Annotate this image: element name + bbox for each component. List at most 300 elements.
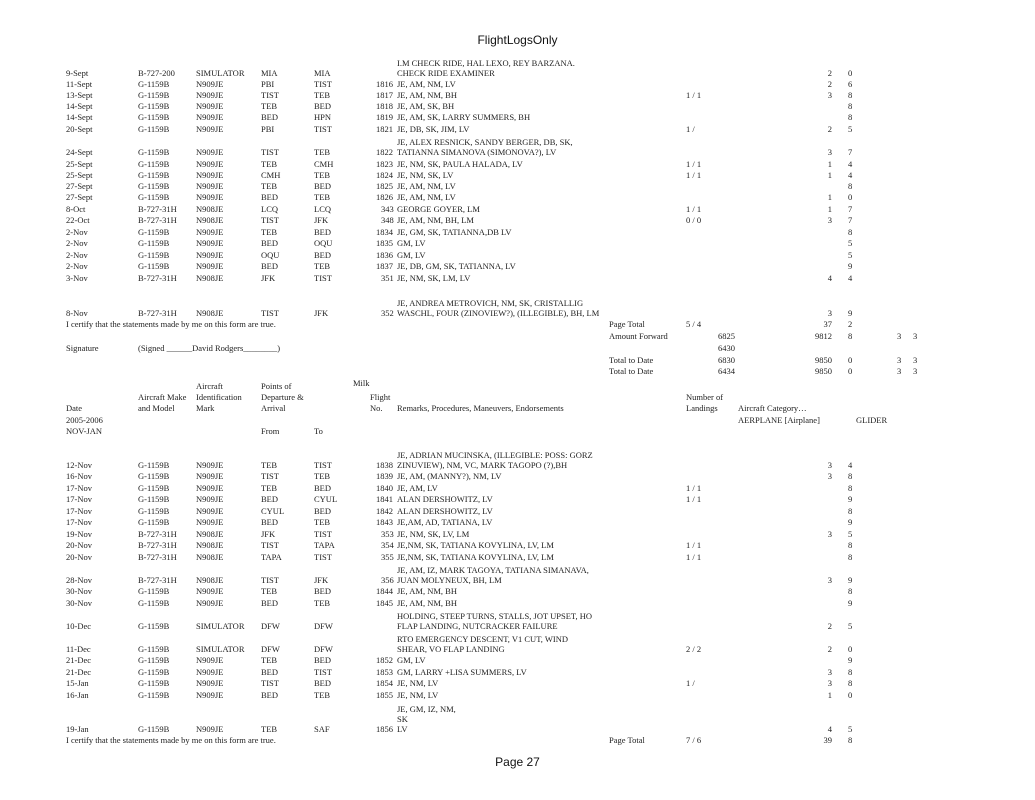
header-departure: Departure & xyxy=(261,392,304,402)
log-row-model: G-1159B xyxy=(138,181,170,191)
log-row-2-flight-no: 1852 xyxy=(376,655,393,665)
log-row-flight-no: 1822 xyxy=(376,147,393,157)
log-row-2-ident: N909JE xyxy=(196,667,224,677)
log-row-2-remarks-line: RTO EMERGENCY DESCENT, V1 CUT, WIND xyxy=(397,634,568,644)
log-row-ident: N909JE xyxy=(196,159,224,169)
log-row-category-a: 2 xyxy=(827,79,832,89)
log-row-flight-no: 348 xyxy=(381,215,394,225)
log-row-from: MIA xyxy=(261,68,278,78)
log-row-to: CMH xyxy=(314,159,334,169)
header-aircraft-make: Aircraft Make xyxy=(138,392,187,402)
log-row-to: BED xyxy=(314,250,331,260)
signature-label: Signature xyxy=(66,343,99,353)
log-row-2-landings: 2 / 2 xyxy=(686,644,702,654)
log-row-to: TIST xyxy=(314,273,332,283)
log-row-model: G-1159B xyxy=(138,147,170,157)
log-row-landings: 1 / 1 xyxy=(686,90,702,100)
log-row-category-b: 8 xyxy=(848,90,853,100)
log-row-2-date: 15-Jan xyxy=(66,678,89,688)
log-row-category-b: 8 xyxy=(848,181,853,191)
page-header: FlightLogsOnly xyxy=(477,33,558,47)
log-row-2-model: G-1159B xyxy=(138,460,170,470)
log-row-from: TEB xyxy=(261,181,278,191)
log-row-landings: 1 / 1 xyxy=(686,204,702,214)
log-row-2-category-a: 4 xyxy=(827,724,832,734)
log-row-2-model: G-1159B xyxy=(138,471,170,481)
log-row-ident: N909JE xyxy=(196,101,224,111)
log-row-2-model: G-1159B xyxy=(138,690,170,700)
log-row-2-remarks-line: SK xyxy=(397,714,408,724)
log-row-category-a: 1 xyxy=(827,170,832,180)
log-row-2-flight-no: 1845 xyxy=(376,598,393,608)
log-row-remarks: JE, AM, NM, BH, LM xyxy=(397,215,474,225)
log-row-remarks-line: I.M CHECK RIDE, HAL LEXO, REY BARZANA. xyxy=(397,58,575,68)
log-row-2-date: 19-Jan xyxy=(66,724,89,734)
log-row-2-model: G-1159B xyxy=(138,644,170,654)
log-row-2-category-b: 8 xyxy=(848,586,853,596)
log-row-remarks-line: JE, ALEX RESNICK, SANDY BERGER, DB, SK, xyxy=(397,137,573,147)
log-row-2-from: CYUL xyxy=(261,506,285,516)
log-row-2-from: TIST xyxy=(261,540,279,550)
log-row-category-a: 3 xyxy=(827,147,832,157)
log-row-category-b: 8 xyxy=(848,101,853,111)
log-row-flight-no: 1837 xyxy=(376,261,393,271)
log-row-2-date: 20-Nov xyxy=(66,540,92,550)
log-row-2-date: 11-Dec xyxy=(66,644,91,654)
log-row-2-to: TIST xyxy=(314,552,332,562)
log-row-date: 3-Nov xyxy=(66,273,88,283)
log-row-remarks: JE, DB, SK, JIM, LV xyxy=(397,124,470,134)
log-row-ident: N908JE xyxy=(196,273,224,283)
header-period: NOV-JAN xyxy=(66,426,103,436)
log-row-from: JFK xyxy=(261,273,276,283)
log-row-to: JFK xyxy=(314,308,329,318)
log-row-2-ident: N909JE xyxy=(196,506,224,516)
log-row-2-ident: N908JE xyxy=(196,540,224,550)
log-row-2-ident: N909JE xyxy=(196,586,224,596)
log-row-2-from: TAPA xyxy=(261,552,282,562)
log-row-flight-no: 351 xyxy=(381,273,394,283)
log-row-2-ident: N909JE xyxy=(196,724,224,734)
log-row-category-b: 9 xyxy=(848,261,853,271)
log-row-2-remarks-line: JE, ADRIAN MUCINSKA, (ILLEGIBLE: POSS: GORZ xyxy=(397,450,593,460)
log-row-2-category-b: 8 xyxy=(848,471,853,481)
log-row-2-category-b: 8 xyxy=(848,483,853,493)
log-row-2-to: CYUL xyxy=(314,494,338,504)
log-row-remarks: CHECK RIDE EXAMINER xyxy=(397,68,495,78)
log-row-date: 14-Sept xyxy=(66,101,93,111)
log-row-2-to: TEB xyxy=(314,598,331,608)
log-row-2-category-a: 2 xyxy=(827,644,832,654)
log-row-2-category-b: 9 xyxy=(848,655,853,665)
log-row-2-ident: N909JE xyxy=(196,598,224,608)
totals-col-e: 3 xyxy=(913,331,918,341)
log-row-2-from: TEB xyxy=(261,655,278,665)
log-row-flight-no: 1824 xyxy=(376,170,393,180)
log-row-from: TEB xyxy=(261,101,278,111)
log-row-from: OQU xyxy=(261,250,280,260)
log-row-model: B-727-31H xyxy=(138,308,177,318)
log-row-model: B-727-31H xyxy=(138,273,177,283)
log-row-2-flight-no: 1843 xyxy=(376,517,393,527)
log-row-2-category-a: 3 xyxy=(827,460,832,470)
log-row-2-from: BED xyxy=(261,517,278,527)
log-row-remarks: JE, GM, SK, TATIANNA,DB LV xyxy=(397,227,512,237)
log-row-2-remarks: ALAN DERSHOWITZ, LV xyxy=(397,506,493,516)
log-row-2-category-b: 0 xyxy=(848,690,853,700)
header-flight: Flight xyxy=(370,392,391,402)
header-identification: Identification xyxy=(196,392,242,402)
log-row-model: B-727-200 xyxy=(138,68,175,78)
log-row-flight-no: 1818 xyxy=(376,101,393,111)
log-row-category-b: 0 xyxy=(848,68,853,78)
log-row-ident: N909JE xyxy=(196,238,224,248)
log-row-2-from: TIST xyxy=(261,678,279,688)
log-row-date: 22-Oct xyxy=(66,215,90,225)
log-row-2-remarks: JE, AM, NM, BH xyxy=(397,598,457,608)
log-row-category-b: 8 xyxy=(848,112,853,122)
log-row-2-remarks: GM, LARRY +LISA SUMMERS, LV xyxy=(397,667,527,677)
header-mark: Mark xyxy=(196,403,215,413)
log-row-ident: N909JE xyxy=(196,192,224,202)
log-row-landings: 1 / 1 xyxy=(686,159,702,169)
totals-col-d: 3 xyxy=(897,355,902,365)
log-row-flight-no: 1825 xyxy=(376,181,393,191)
log-row-2-from: BED xyxy=(261,494,278,504)
log-row-to: TEB xyxy=(314,90,331,100)
log-row-date: 8-Nov xyxy=(66,308,88,318)
log-row-2-flight-no: 1856 xyxy=(376,724,393,734)
log-row-2-from: BED xyxy=(261,667,278,677)
log-row-ident: N909JE xyxy=(196,227,224,237)
log-row-2-from: TIST xyxy=(261,575,279,585)
log-row-from: TIST xyxy=(261,308,279,318)
log-row-date: 13-Sept xyxy=(66,90,93,100)
log-row-from: BED xyxy=(261,238,278,248)
totals-col-d: 3 xyxy=(897,331,902,341)
log-row-2-from: BED xyxy=(261,690,278,700)
log-row-to: LCQ xyxy=(314,204,331,214)
page-footer: Page 27 xyxy=(495,755,540,769)
log-row-2-date: 17-Nov xyxy=(66,506,92,516)
log-row-2-category-a: 2 xyxy=(827,621,832,631)
log-row-model: B-727-31H xyxy=(138,204,177,214)
log-row-2-ident: N909JE xyxy=(196,517,224,527)
log-row-category-b: 5 xyxy=(848,124,853,134)
header-landings: Landings xyxy=(686,403,718,413)
log-row-2-remarks: ALAN DERSHOWITZ, LV xyxy=(397,494,493,504)
log-row-category-a: 2 xyxy=(827,68,832,78)
totals-col-c: 0 xyxy=(848,355,853,365)
log-row-flight-no: 352 xyxy=(381,308,394,318)
log-row-2-model: G-1159B xyxy=(138,621,170,631)
header-to: To xyxy=(314,426,323,436)
log-row-category-a: 3 xyxy=(827,308,832,318)
header-date: Date xyxy=(66,403,83,413)
log-row-from: TIST xyxy=(261,90,279,100)
log-row-2-to: TEB xyxy=(314,517,331,527)
log-row-2-date: 20-Nov xyxy=(66,552,92,562)
log-row-2-flight-no: 354 xyxy=(381,540,394,550)
log-row-2-remarks-line: JE, GM, IZ, NM, xyxy=(397,704,456,714)
log-row-ident: SIMULATOR xyxy=(196,68,245,78)
log-row-flight-no: 1835 xyxy=(376,238,393,248)
log-row-date: 25-Sept xyxy=(66,159,93,169)
log-row-2-remarks: ZINUVIEW), NM, VC, MARK TAGOPO (?),BH xyxy=(397,460,568,470)
log-row-2-to: TEB xyxy=(314,690,331,700)
log-row-remarks: JE, AM, NM, LV xyxy=(397,181,456,191)
log-row-flight-no: 1819 xyxy=(376,112,393,122)
log-row-2-landings: 1 / 1 xyxy=(686,540,702,550)
log-row-2-to: BED xyxy=(314,506,331,516)
log-row-category-b: 6 xyxy=(848,79,853,89)
log-row-model: G-1159B xyxy=(138,170,170,180)
totals-col-a: 6430 xyxy=(718,343,735,353)
log-row-remarks: JE, NM, SK, LM, LV xyxy=(397,273,471,283)
log-row-flight-no: 1823 xyxy=(376,159,393,169)
log-row-model: G-1159B xyxy=(138,227,170,237)
log-row-2-model: G-1159B xyxy=(138,724,170,734)
log-row-2-date: 10-Dec xyxy=(66,621,92,631)
log-row-category-b: 7 xyxy=(848,215,853,225)
log-row-2-category-b: 5 xyxy=(848,621,853,631)
log-row-2-remarks: JE, AM, (MANNY?), NM, LV xyxy=(397,471,502,481)
log-row-remarks: JE, NM, SK, LV xyxy=(397,170,454,180)
log-row-2-date: 28-Nov xyxy=(66,575,92,585)
log-row-category-b: 4 xyxy=(848,273,853,283)
signature-value: (Signed ______David Rodgers________) xyxy=(138,343,281,353)
log-row-model: G-1159B xyxy=(138,192,170,202)
log-row-flight-no: 1817 xyxy=(376,90,393,100)
totals-col-a: 6830 xyxy=(718,355,735,365)
log-row-ident: N909JE xyxy=(196,90,224,100)
log-row-2-landings: 1 / xyxy=(686,678,695,688)
log-row-model: G-1159B xyxy=(138,90,170,100)
log-row-2-model: G-1159B xyxy=(138,483,170,493)
log-row-2-flight-no: 355 xyxy=(381,552,394,562)
log-row-2-category-b: 8 xyxy=(848,552,853,562)
log-row-ident: N908JE xyxy=(196,204,224,214)
log-row-remarks: JE, AM, SK, BH xyxy=(397,101,455,111)
log-row-to: HPN xyxy=(314,112,332,122)
totals-col-a: 6825 xyxy=(718,331,735,341)
log-row-remarks: TATIANNA SIMANOVA (SIMONOVA?), LV xyxy=(397,147,557,157)
log-row-from: BED xyxy=(261,112,278,122)
log-row-2-model: G-1159B xyxy=(138,494,170,504)
log-row-ident: N908JE xyxy=(196,215,224,225)
log-row-date: 25-Sept xyxy=(66,170,93,180)
log-row-2-from: TEB xyxy=(261,460,278,470)
log-row-2-category-b: 9 xyxy=(848,494,853,504)
log-row-2-remarks: JE, NM, LV xyxy=(397,690,439,700)
log-row-2-model: G-1159B xyxy=(138,517,170,527)
log-row-2-from: DFW xyxy=(261,644,280,654)
log-row-category-b: 8 xyxy=(848,227,853,237)
log-row-category-b: 4 xyxy=(848,159,853,169)
totals-col-b: 9812 xyxy=(815,331,832,341)
page-total-2-col-b: 8 xyxy=(848,735,853,745)
log-row-ident: N909JE xyxy=(196,261,224,271)
log-row-from: PBI xyxy=(261,79,275,89)
log-row-model: G-1159B xyxy=(138,250,170,260)
log-row-2-category-a: 3 xyxy=(827,471,832,481)
header-remarks: Remarks, Procedures, Maneuvers, Endorsements xyxy=(397,403,564,413)
log-row-2-ident: N909JE xyxy=(196,494,224,504)
log-row-remarks: GM, LV xyxy=(397,238,426,248)
log-row-category-b: 7 xyxy=(848,147,853,157)
log-row-ident: N909JE xyxy=(196,147,224,157)
totals-col-a: 6434 xyxy=(718,366,735,376)
log-row-remarks: JE, AM, NM, LV xyxy=(397,192,456,202)
log-row-category-b: 5 xyxy=(848,238,853,248)
log-row-2-ident: N909JE xyxy=(196,483,224,493)
log-row-remarks: WASCHL, FOUR (ZINOVIEW?), (ILLEGIBLE), BH, LM xyxy=(397,308,600,318)
totals-label: Amount Forward xyxy=(609,331,668,341)
log-row-to: JFK xyxy=(314,215,329,225)
totals-col-e: 3 xyxy=(913,355,918,365)
log-row-ident: N909JE xyxy=(196,250,224,260)
log-row-landings: 0 / 0 xyxy=(686,215,702,225)
log-row-category-a: 2 xyxy=(827,124,832,134)
log-row-model: G-1159B xyxy=(138,261,170,271)
log-row-ident: N909JE xyxy=(196,112,224,122)
log-row-category-b: 9 xyxy=(848,308,853,318)
log-row-ident: N909JE xyxy=(196,181,224,191)
log-row-2-category-a: 3 xyxy=(827,678,832,688)
log-row-model: G-1159B xyxy=(138,124,170,134)
log-row-to: OQU xyxy=(314,238,333,248)
log-row-2-model: G-1159B xyxy=(138,678,170,688)
log-row-2-to: BED xyxy=(314,678,331,688)
log-row-2-remarks-line: HOLDING, STEEP TURNS, STALLS, JOT UPSET, HO xyxy=(397,611,592,621)
log-row-category-a: 1 xyxy=(827,192,832,202)
log-row-2-category-a: 1 xyxy=(827,690,832,700)
log-row-2-category-b: 8 xyxy=(848,540,853,550)
log-row-2-date: 17-Nov xyxy=(66,517,92,527)
log-row-2-flight-no: 1855 xyxy=(376,690,393,700)
log-row-remarks-line: JE, ANDREA METROVICH, NM, SK, CRISTALLIG xyxy=(397,298,584,308)
log-row-2-ident: N908JE xyxy=(196,552,224,562)
log-row-2-flight-no: 1842 xyxy=(376,506,393,516)
log-row-date: 24-Sept xyxy=(66,147,93,157)
log-row-2-model: G-1159B xyxy=(138,667,170,677)
log-row-2-to: DFW xyxy=(314,621,333,631)
log-row-2-remarks: JE,AM, AD, TATIANA, LV xyxy=(397,517,493,527)
log-row-category-a: 3 xyxy=(827,215,832,225)
log-row-2-date: 17-Nov xyxy=(66,483,92,493)
log-row-2-category-b: 0 xyxy=(848,644,853,654)
log-row-2-remarks: GM, LV xyxy=(397,655,426,665)
certify-statement-2: I certify that the statements made by me on this form are true. xyxy=(66,735,276,745)
log-row-to: TEB xyxy=(314,261,331,271)
log-row-category-b: 7 xyxy=(848,204,853,214)
header-and-model: and Model xyxy=(138,403,175,413)
log-row-2-category-b: 8 xyxy=(848,506,853,516)
totals-label: Page Total xyxy=(609,319,645,329)
log-row-from: PBI xyxy=(261,124,275,134)
log-row-2-ident: N908JE xyxy=(196,529,224,539)
log-row-2-to: TEB xyxy=(314,471,331,481)
log-row-to: TIST xyxy=(314,79,332,89)
log-row-2-to: BED xyxy=(314,483,331,493)
header-milk: Milk xyxy=(353,378,370,388)
log-row-2-category-a: 3 xyxy=(827,529,832,539)
log-row-2-model: G-1159B xyxy=(138,598,170,608)
log-row-from: TEB xyxy=(261,159,278,169)
log-row-category-a: 1 xyxy=(827,159,832,169)
log-row-2-ident: SIMULATOR xyxy=(196,644,245,654)
log-row-from: TEB xyxy=(261,227,278,237)
log-row-2-ident: SIMULATOR xyxy=(196,621,245,631)
log-row-date: 2-Nov xyxy=(66,261,88,271)
log-row-2-remarks: JE, AM, NM, BH xyxy=(397,586,457,596)
log-row-date: 8-Oct xyxy=(66,204,86,214)
log-row-2-flight-no: 1844 xyxy=(376,586,393,596)
log-row-2-from: TEB xyxy=(261,586,278,596)
log-row-from: TIST xyxy=(261,215,279,225)
log-row-2-model: B-727-31H xyxy=(138,575,177,585)
log-row-flight-no: 343 xyxy=(381,204,394,214)
totals-col-c: 8 xyxy=(848,331,853,341)
log-row-remarks: JE, DB, GM, SK, TATIANNA, LV xyxy=(397,261,516,271)
log-row-2-model: B-727-31H xyxy=(138,540,177,550)
log-row-flight-no: 1836 xyxy=(376,250,393,260)
log-row-2-date: 17-Nov xyxy=(66,494,92,504)
log-row-to: BED xyxy=(314,227,331,237)
log-row-2-category-b: 8 xyxy=(848,667,853,677)
totals-label: Total to Date xyxy=(609,355,654,365)
log-row-category-b: 0 xyxy=(848,192,853,202)
log-row-2-model: B-727-31H xyxy=(138,529,177,539)
log-row-flight-no: 1821 xyxy=(376,124,393,134)
header-points-of: Points of xyxy=(261,381,292,391)
log-row-2-ident: N909JE xyxy=(196,471,224,481)
log-row-2-remarks: LV xyxy=(397,724,408,734)
log-row-2-date: 30-Nov xyxy=(66,598,92,608)
log-row-2-remarks: JE,NM, SK, TATIANA KOVYLINA, LV, LM xyxy=(397,552,554,562)
log-row-2-flight-no: 356 xyxy=(381,575,394,585)
log-row-2-from: TEB xyxy=(261,724,278,734)
log-row-to: BED xyxy=(314,181,331,191)
log-row-2-to: TIST xyxy=(314,529,332,539)
header-arrival: Arrival xyxy=(261,403,286,413)
log-row-remarks: GEORGE GOYER, LM xyxy=(397,204,480,214)
log-row-2-flight-no: 1838 xyxy=(376,460,393,470)
totals-col-e: 3 xyxy=(913,366,918,376)
log-row-2-model: G-1159B xyxy=(138,586,170,596)
log-row-category-a: 4 xyxy=(827,273,832,283)
log-row-2-date: 19-Nov xyxy=(66,529,92,539)
log-row-date: 9-Sept xyxy=(66,68,89,78)
log-row-2-to: DFW xyxy=(314,644,333,654)
log-row-to: MIA xyxy=(314,68,331,78)
log-row-to: TEB xyxy=(314,147,331,157)
page-total-2-landings: 7 / 6 xyxy=(686,735,702,745)
log-row-to: TIST xyxy=(314,124,332,134)
log-row-from: LCQ xyxy=(261,204,278,214)
log-row-from: TIST xyxy=(261,147,279,157)
log-row-2-category-b: 8 xyxy=(848,678,853,688)
log-row-2-remarks: JUAN MOLYNEUX, BH, LM xyxy=(397,575,502,585)
log-row-2-to: BED xyxy=(314,586,331,596)
log-row-2-to: JFK xyxy=(314,575,329,585)
log-row-ident: N909JE xyxy=(196,79,224,89)
totals-col-b: 9850 xyxy=(815,355,832,365)
certify-statement: I certify that the statements made by me on this form are true. xyxy=(66,319,276,329)
log-row-2-from: JFK xyxy=(261,529,276,539)
log-row-2-date: 16-Nov xyxy=(66,471,92,481)
log-row-2-category-b: 5 xyxy=(848,529,853,539)
